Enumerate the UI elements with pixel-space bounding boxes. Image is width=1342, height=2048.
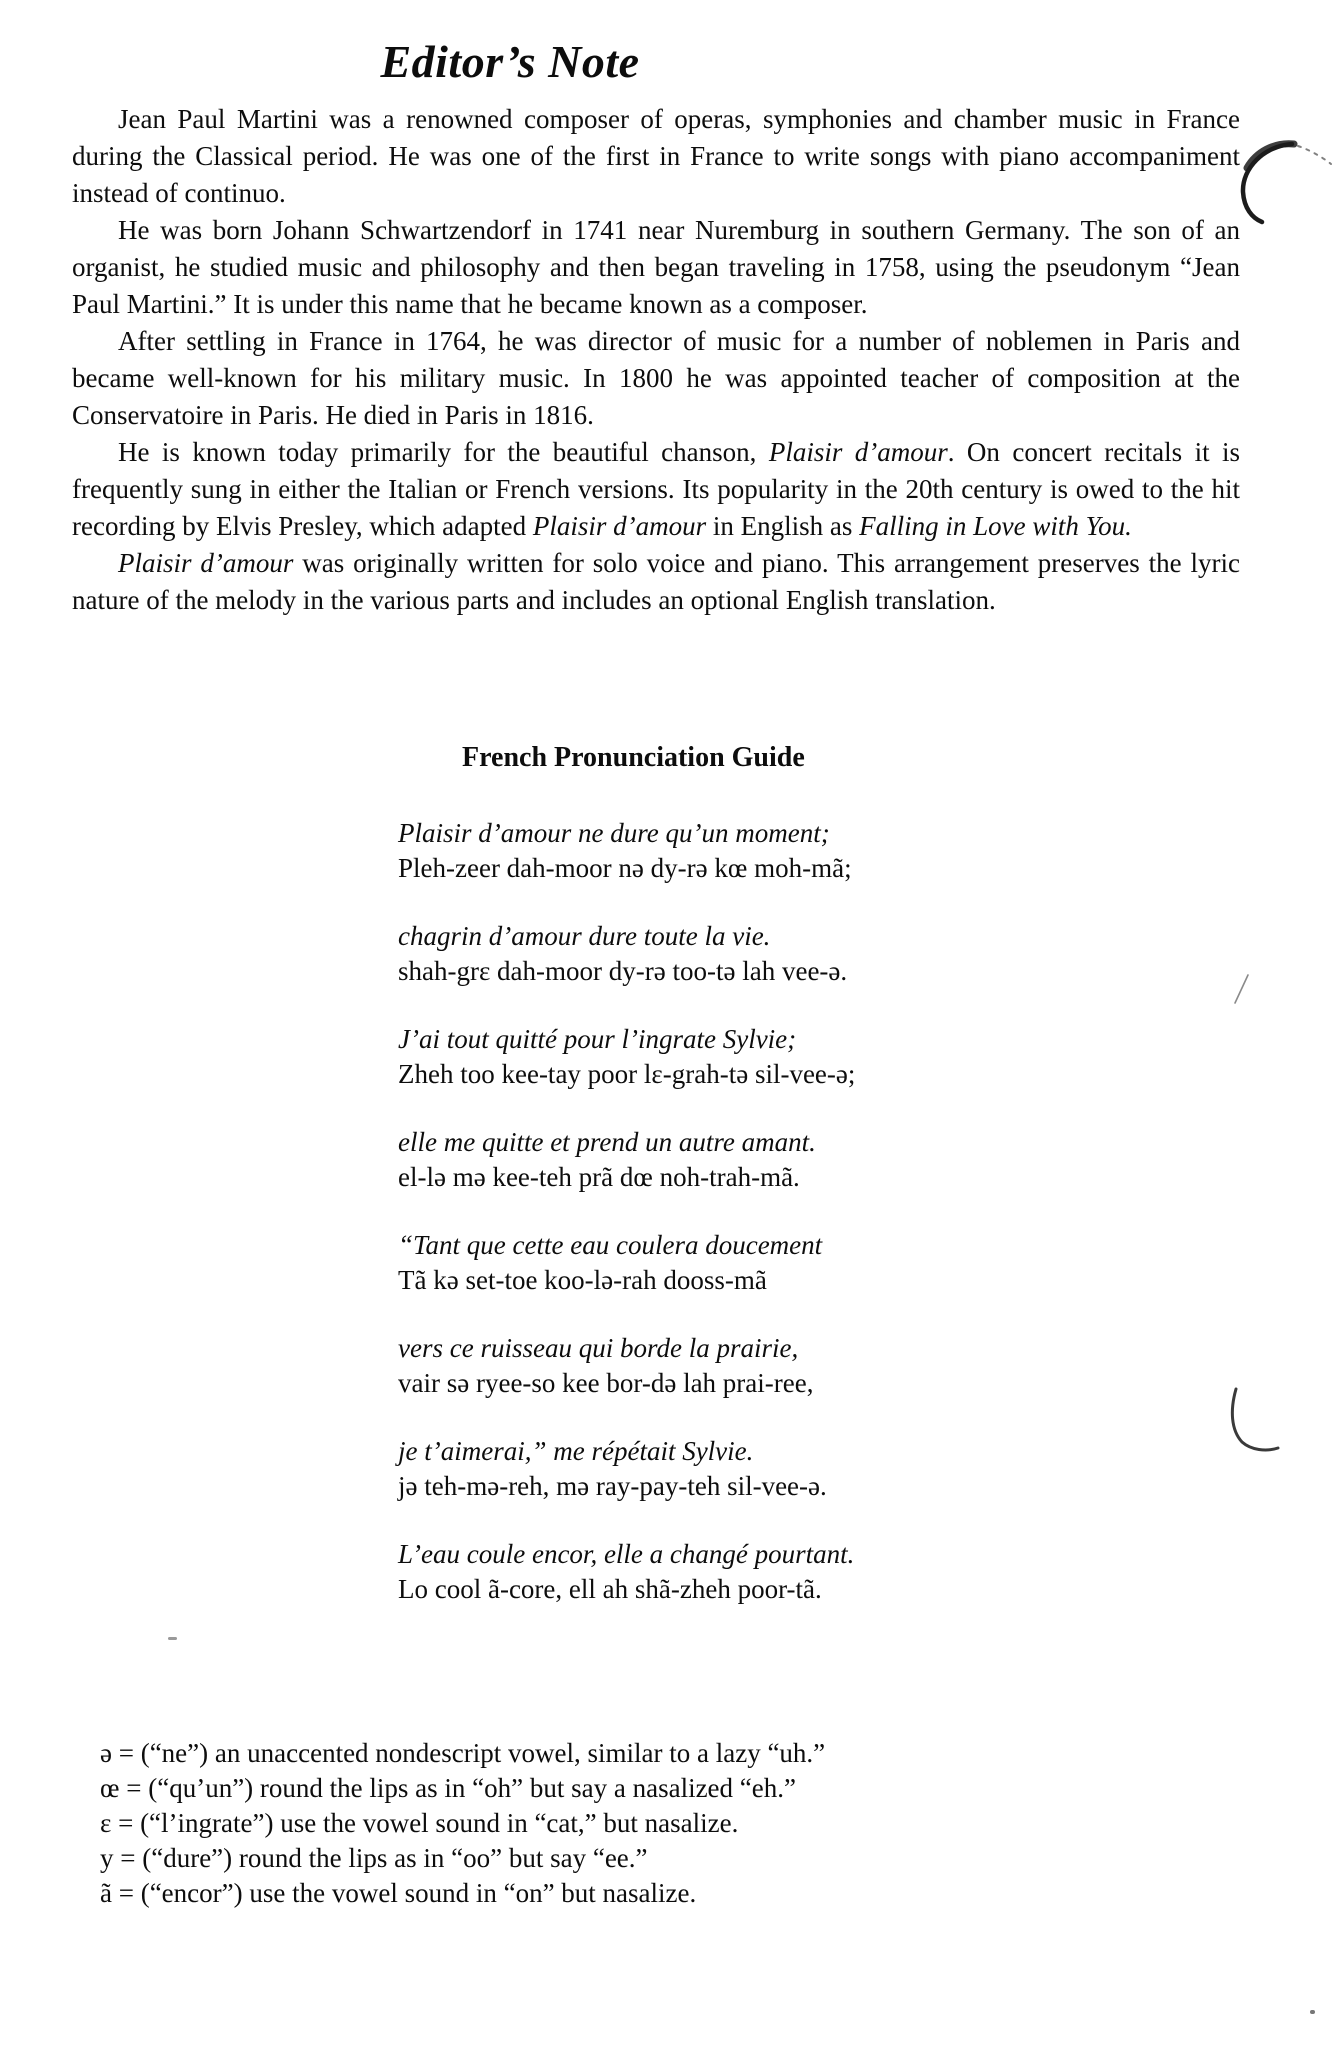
couplet-phonetic-line: Tã kə set-toe koo-lə-rah dooss-mã — [398, 1265, 767, 1295]
pen-mark-hook-bottom-right — [1222, 1386, 1284, 1456]
paragraph — [72, 212, 1240, 323]
page-title: Editor’s Note — [380, 36, 640, 87]
paragraph-text: was originally written for solo voice and piano. This arrangement preserves the lyric nature of the melody in the various parts and includes an optional English translation. — [72, 548, 1240, 615]
pen-mark-parenthesis-top-right — [1228, 134, 1340, 226]
legend-line: œ = (“qu’un”) round the lips as in “oh” but say a nasalized “eh.” — [100, 1773, 796, 1803]
paragraph-text: He is known today primarily for the beautiful chanson, — [118, 437, 769, 467]
scan-speck — [1310, 2010, 1315, 2014]
couplet-french-line: chagrin d’amour dure toute la vie. — [398, 921, 771, 951]
couplet-phonetic-line: Pleh-zeer dah-moor nə dy-rə kœ moh-mã; — [398, 853, 852, 883]
couplet — [398, 1434, 855, 1504]
couplet — [398, 1022, 855, 1092]
legend-line: ə = (“ne”) an unaccented nondescript vowel, similar to a lazy “uh.” — [100, 1738, 826, 1768]
paragraph — [72, 434, 1240, 545]
italic-work-title: Falling in Love with You. — [859, 511, 1132, 541]
pronunciation-guide-title: French Pronunciation Guide — [462, 742, 805, 773]
couplet — [398, 1537, 855, 1607]
paragraph-text: After settling in France in 1764, he was director of music for a number of noblemen in Paris and became well-known for his military music. In 1800 he was appointed teacher of composition at the Conservatoire in Paris. He died in Paris in 1816. — [72, 326, 1240, 430]
pronunciation-legend — [100, 1736, 825, 1911]
couplet — [398, 1228, 855, 1298]
couplet-phonetic-line: Lo cool ã-core, ell ah shã-zheh poor-tã. — [398, 1574, 822, 1604]
couplet — [398, 919, 855, 989]
paragraph-text: in English as — [706, 511, 860, 541]
couplet-phonetic-line: jə teh-mə-reh, mə ray-pay-teh sil-vee-ə. — [398, 1471, 827, 1501]
stray-slash-mark — [1230, 972, 1252, 1006]
couplet — [398, 816, 855, 886]
italic-work-title: Plaisir d’amour — [532, 511, 707, 541]
couplet-french-line: vers ce ruisseau qui borde la prairie, — [398, 1333, 799, 1363]
editors-note-body — [72, 101, 1240, 619]
couplet-phonetic-line: vair sə ryee-so kee bor-də lah prai-ree, — [398, 1368, 814, 1398]
legend-line: y = (“dure”) round the lips as in “oo” but say “ee.” — [100, 1843, 648, 1873]
couplet — [398, 1125, 855, 1195]
couplet-phonetic-line: el-lə mə kee-teh prã dœ noh-trah-mã. — [398, 1162, 800, 1192]
couplet-french-line: J’ai tout quitté pour l’ingrate Sylvie; — [398, 1024, 797, 1054]
couplet-french-line: elle me quitte et prend un autre amant. — [398, 1127, 816, 1157]
legend-line: ã = (“encor”) use the vowel sound in “on” but nasalize. — [100, 1878, 697, 1908]
paragraph-text: He was born Johann Schwartzendorf in 1741 near Nuremburg in southern Germany. The son of an organist, he studied music and philosophy and then began traveling in 1758, using the pseudonym “Jean Paul Martini.” It is under this name that he became known as a composer. — [72, 215, 1240, 319]
couplet-french-line: L’eau coule encor, elle a changé pourtant. — [398, 1539, 855, 1569]
italic-work-title: Plaisir d’amour — [118, 548, 294, 578]
legend-line: ɛ = (“l’ingrate”) use the vowel sound in “cat,” but nasalize. — [100, 1808, 739, 1838]
paragraph-text: . On concert recitals it is frequently sung in either the Italian or French versions. Its popularity in the 20th century is owed to the hit recording by Elvis Presley, which adapted — [72, 437, 1240, 541]
pronunciation-couplets — [398, 816, 855, 1640]
paragraph — [72, 101, 1240, 212]
italic-work-title: Plaisir d’amour — [768, 437, 948, 467]
couplet-french-line: je t’aimerai,” me répétait Sylvie. — [398, 1436, 754, 1466]
scan-speck — [168, 1637, 177, 1640]
couplet-phonetic-line: shah-grɛ dah-moor dy-rə too-tə lah vee-ə. — [398, 956, 848, 986]
couplet-french-line: Plaisir d’amour ne dure qu’un moment; — [398, 818, 830, 848]
couplet-french-line: “Tant que cette eau coulera doucement — [398, 1230, 823, 1260]
paragraph — [72, 323, 1240, 434]
paragraph — [72, 545, 1240, 619]
paragraph-text: Jean Paul Martini was a renowned composer of operas, symphonies and chamber music in France during the Classical period. He was one of the first in France to write songs with piano accompaniment instead of continuo. — [72, 104, 1240, 208]
couplet-phonetic-line: Zheh too kee-tay poor lɛ-grah-tə sil-vee-ə; — [398, 1059, 856, 1089]
couplet — [398, 1331, 855, 1401]
